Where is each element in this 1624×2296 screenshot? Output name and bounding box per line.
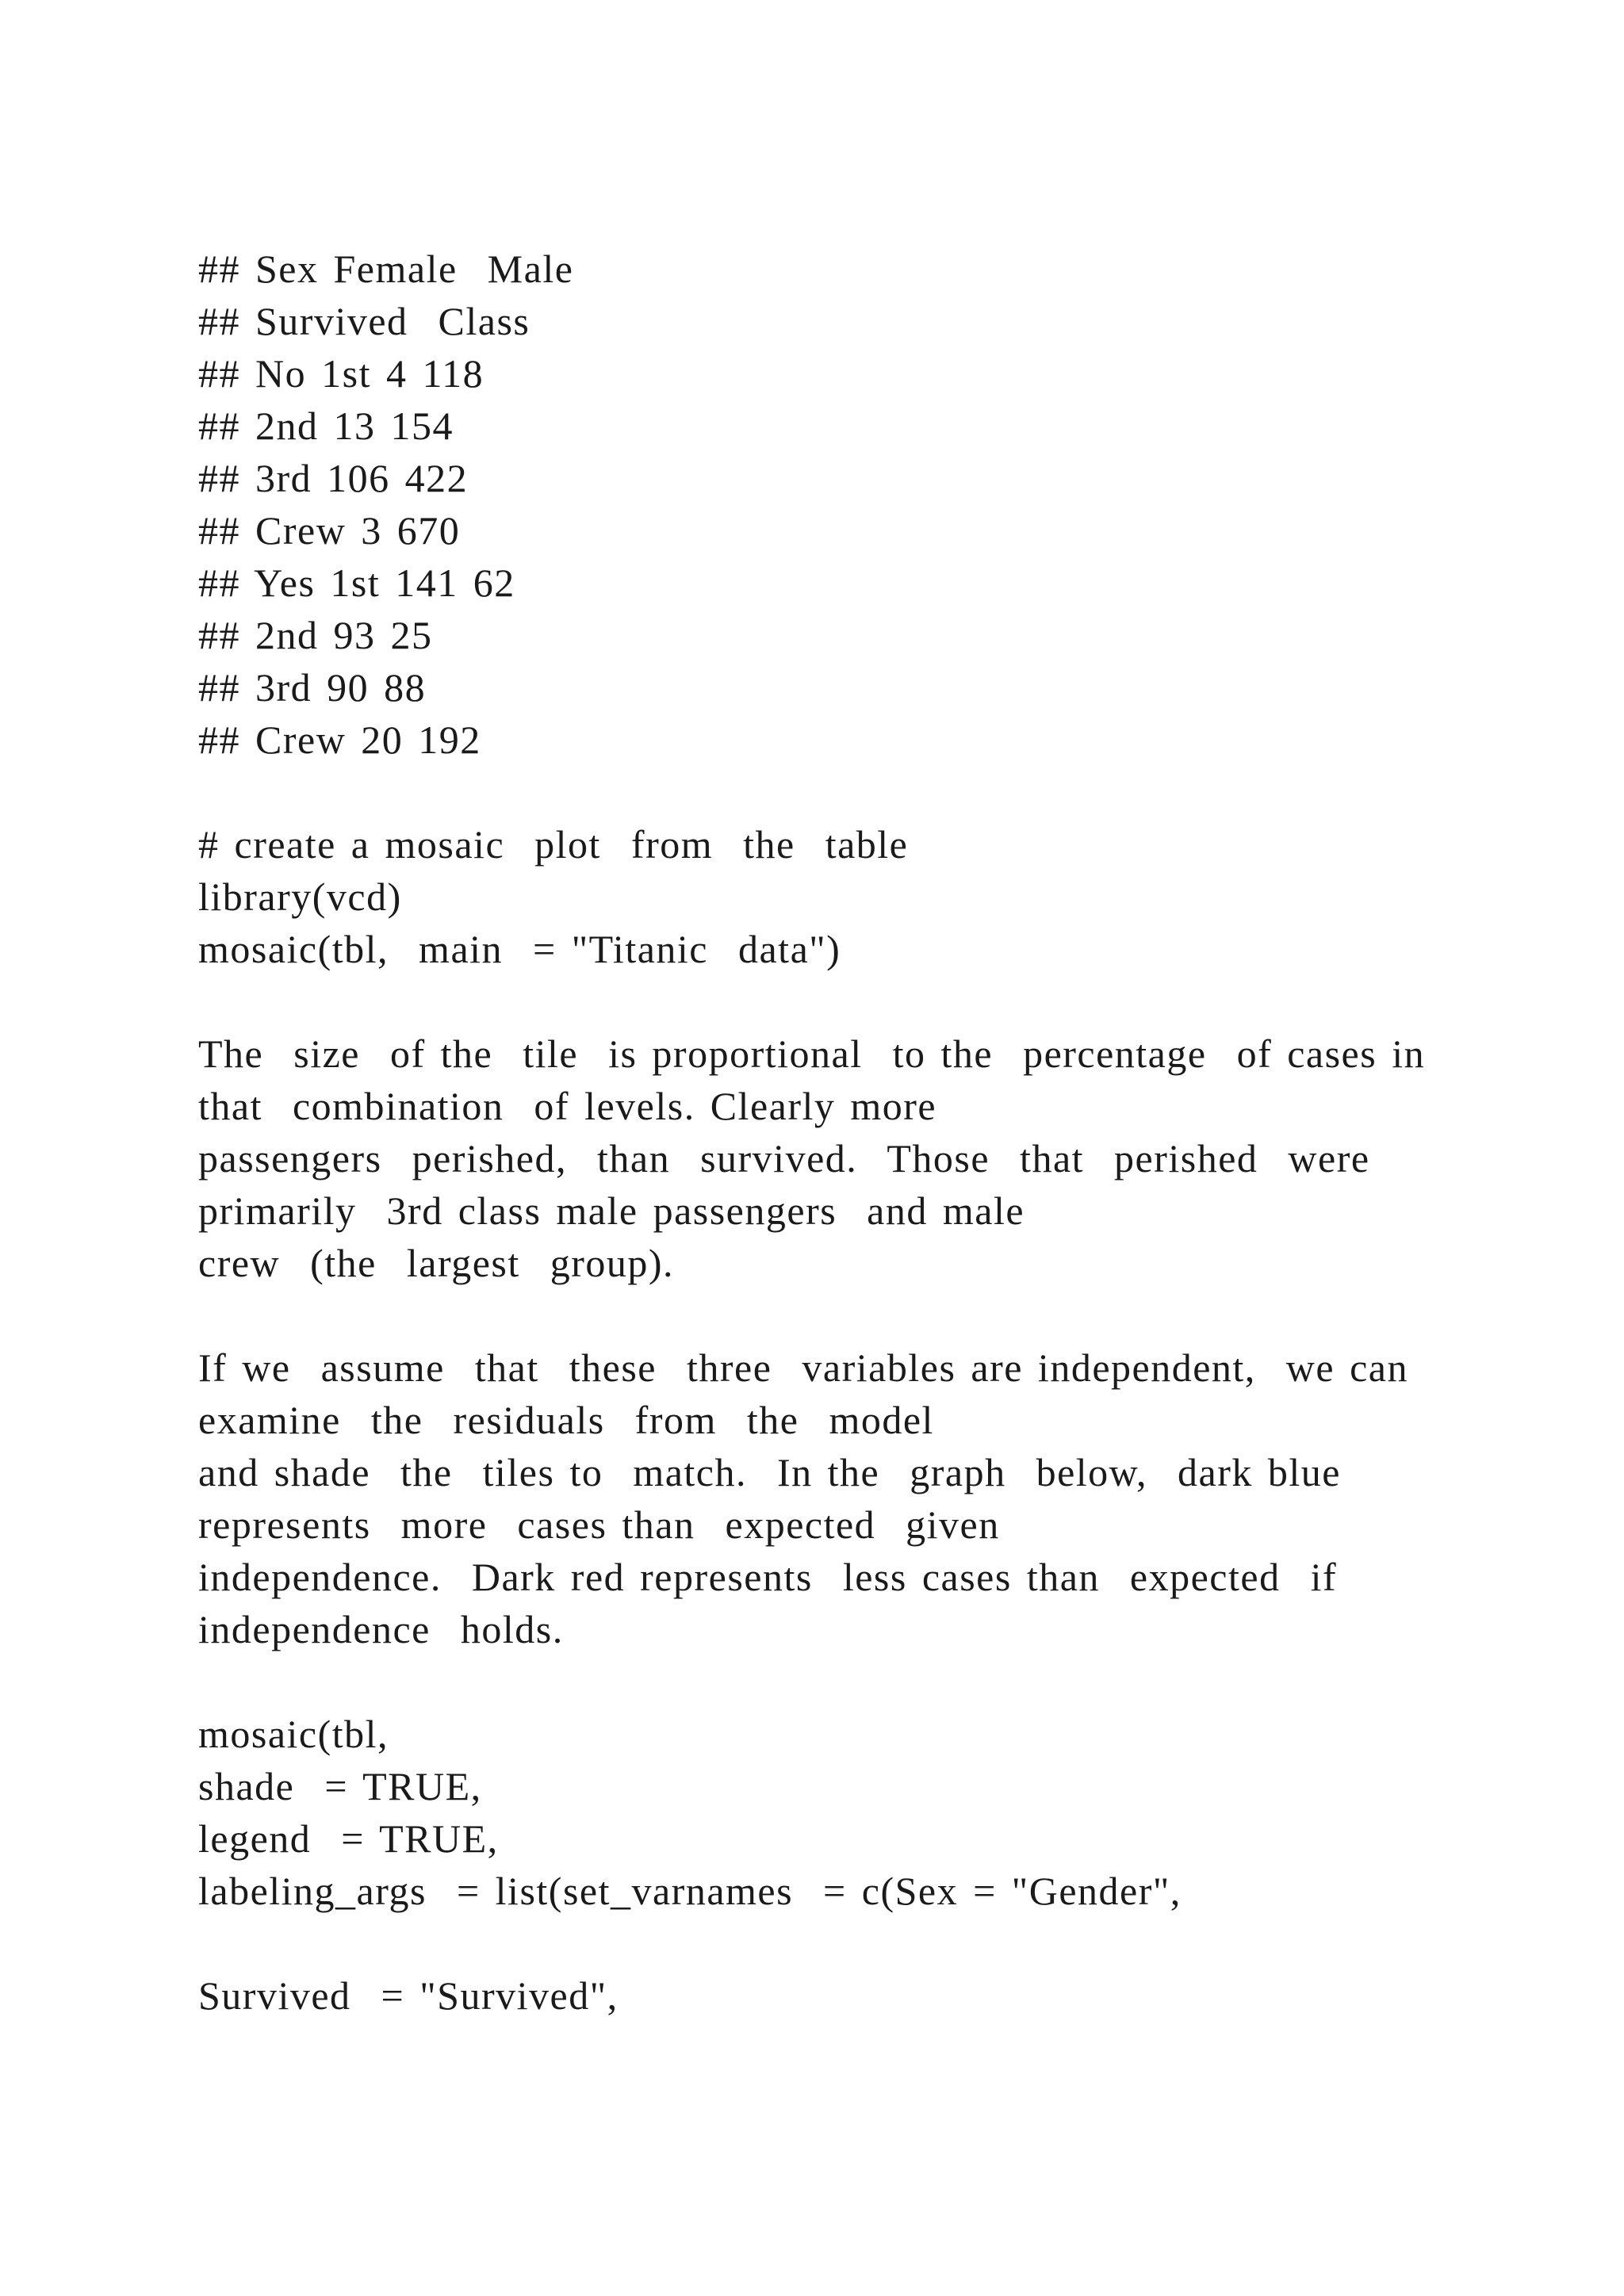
paragraph-tile-size	[198, 1027, 1507, 1289]
output-line: ## 3rd 106 422	[198, 456, 469, 500]
output-line: ## No 1st 4 118	[198, 351, 485, 396]
output-line: ## 2nd 93 25	[198, 613, 433, 657]
code-line: Survived = "Survived",	[198, 1973, 619, 2018]
paragraph-residuals	[198, 1341, 1507, 1655]
code-line: library(vcd)	[198, 874, 402, 919]
code-line: legend = TRUE,	[198, 1816, 499, 1861]
text-line: examine the residuals from the model	[198, 1398, 934, 1442]
output-line: ## Sex Female Male	[198, 247, 574, 291]
code-line: # create a mosaic plot from the table	[198, 822, 909, 867]
output-line: ## Survived Class	[198, 299, 530, 343]
output-line: ## Yes 1st 141 62	[198, 561, 515, 605]
code-line: shade = TRUE,	[198, 1764, 482, 1808]
spacer	[198, 975, 1507, 1027]
text-line: and shade the tiles to match. In the graph below, dark blue	[198, 1450, 1341, 1494]
code-block-shaded-mosaic	[198, 1708, 1507, 1917]
spacer	[198, 1655, 1507, 1708]
text-line: primarily 3rd class male passengers and male	[198, 1188, 1025, 1233]
text-line: passengers perished, than survived. Those that perished were	[198, 1136, 1370, 1181]
output-line: ## 3rd 90 88	[198, 665, 427, 710]
output-line: ## Crew 3 670	[198, 508, 461, 553]
text-line: that combination of levels. Clearly more	[198, 1084, 937, 1128]
code-line: labeling_args = list(set_varnames = c(Sex = "Gender",	[198, 1869, 1182, 1913]
text-line: If we assume that these three variables are independent, we can	[198, 1345, 1408, 1390]
code-block-continued	[198, 1969, 1507, 2022]
output-line: ## Crew 20 192	[198, 718, 481, 762]
code-block-mosaic	[198, 818, 1507, 975]
spacer	[198, 766, 1507, 818]
text-line: independence holds.	[198, 1607, 564, 1651]
spacer	[198, 1289, 1507, 1341]
r-output-table	[198, 243, 1507, 766]
text-line: represents more cases than expected given	[198, 1502, 1000, 1547]
code-line: mosaic(tbl,	[198, 1712, 389, 1756]
document-page	[198, 243, 1507, 2022]
code-line: mosaic(tbl, main = "Titanic data")	[198, 927, 841, 971]
text-line: The size of the tile is proportional to the percentage of cases in	[198, 1031, 1426, 1076]
text-line: crew (the largest group).	[198, 1241, 675, 1285]
spacer	[198, 1917, 1507, 1969]
output-line: ## 2nd 13 154	[198, 404, 454, 448]
text-line: independence. Dark red represents less cases than expected if	[198, 1555, 1338, 1599]
